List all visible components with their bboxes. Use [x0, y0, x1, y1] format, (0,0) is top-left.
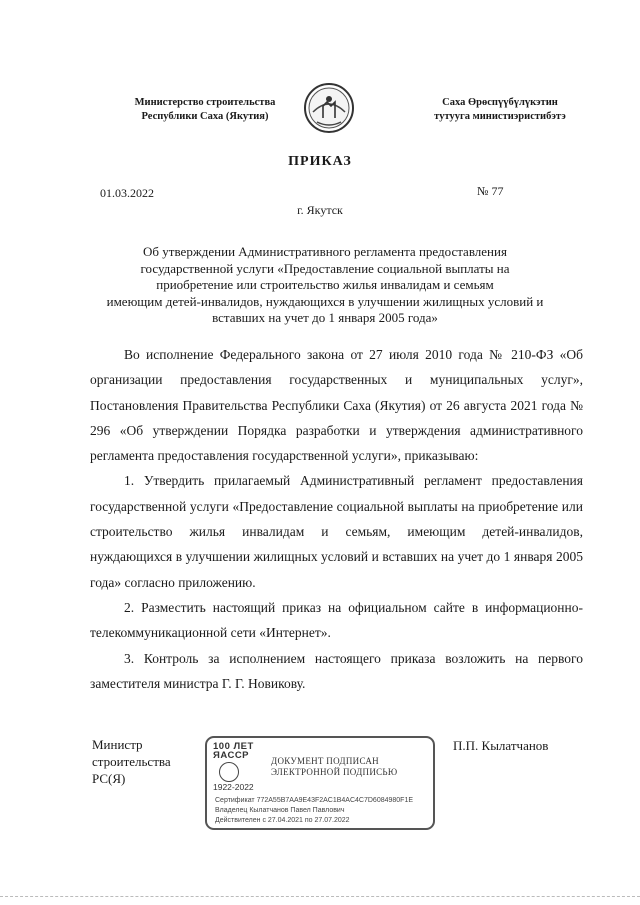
- anniversary-logo: [213, 742, 267, 792]
- subject-line: Об утверждении Административного регламента предоставления: [143, 244, 507, 259]
- emblem-circle-icon: [219, 762, 239, 782]
- logo-text: 100 ЛЕТ: [213, 741, 254, 752]
- certificate-validity: Действителен с 27.04.2021 по 27.07.2022: [215, 817, 350, 824]
- subject-line: приобретение или строительство жилья инвалидам и семьям: [156, 277, 494, 292]
- signatory-name: П.П. Кылатчанов: [453, 738, 549, 753]
- sakha-coat-of-arms-icon: [303, 82, 355, 134]
- body-paragraph: Во исполнение Федерального закона от 27 июля 2010 года № 210-ФЗ «Об организации предоставления государственных и муниципальных услуг», Постановления Правительства Республики Саха (Якутия) от 26 августа 2021 года № 296 «Об утверждении Порядка разработки и утверждения административного регламента предоставления государственной услуги», приказываю:: [90, 347, 583, 464]
- page-bottom-divider: [0, 896, 640, 897]
- electronic-signature-stamp: [205, 736, 435, 830]
- document-title: ПРИКАЗ: [288, 154, 352, 169]
- certificate-number: Сертификат 772A55B7AA9E43F2AC1B4AC4C7D6084980F1E: [215, 797, 414, 804]
- subject-line: вставших на учет до 1 января 2005 года»: [212, 310, 438, 325]
- position-line: РС(Я): [92, 771, 126, 786]
- certificate-owner: Владелец Кылатчанов Павел Павлович: [215, 807, 345, 814]
- body-paragraph: 1. Утвердить прилагаемый Административный регламент предоставления государственной услуги «Предоставление социальной выплаты на приобретение или строительство жилья инвалидам и семьям, имеющим детей-инвалидов, нуждающихся в улучшении жилищных условий и вставших на учет до 1 января 2005 года» согласно приложению.: [90, 473, 583, 590]
- subject-line: государственной услуги «Предоставление социальной выплаты на: [140, 260, 510, 276]
- logo-text: ЯАССР: [213, 750, 250, 761]
- stamp-title: [271, 756, 397, 778]
- ministry-name-line: тутууга министиэристибэтэ: [434, 111, 566, 122]
- body-paragraph: 2. Разместить настоящий приказ на официальном сайте в информационно-телекоммуникационной сети «Интернет».: [90, 599, 583, 641]
- ministry-name-line: Республики Саха (Якутия): [141, 111, 269, 122]
- certificate-details: [215, 796, 413, 826]
- document-date: 01.03.2022: [100, 186, 154, 200]
- position-line: Министр: [92, 737, 143, 752]
- ministry-name-russian: [110, 96, 300, 124]
- signatory-position: [92, 736, 171, 787]
- document-number: № 77: [477, 184, 504, 198]
- logo-years: 1922-2022: [213, 782, 254, 792]
- subject-line: имеющим детей-инвалидов, нуждающихся в улучшении жилищных условий и: [106, 293, 544, 309]
- stamp-title-line: ЭЛЕКТРОННОЙ ПОДПИСЬЮ: [271, 767, 398, 777]
- ministry-name-line: Министерство строительства: [134, 97, 276, 108]
- document-body: [90, 342, 583, 696]
- ministry-name-sakha: [410, 96, 590, 124]
- document-subject: [90, 244, 560, 327]
- document-city: г. Якутск: [297, 203, 343, 217]
- stamp-title-line: ДОКУМЕНТ ПОДПИСАН: [271, 756, 379, 766]
- ministry-name-line: Саха Өрөспүүбүлүкэтин: [442, 97, 558, 108]
- body-paragraph: 3. Контроль за исполнением настоящего приказа возложить на первого заместителя министра Г. Г. Новикову.: [90, 650, 583, 691]
- position-line: строительства: [92, 754, 171, 769]
